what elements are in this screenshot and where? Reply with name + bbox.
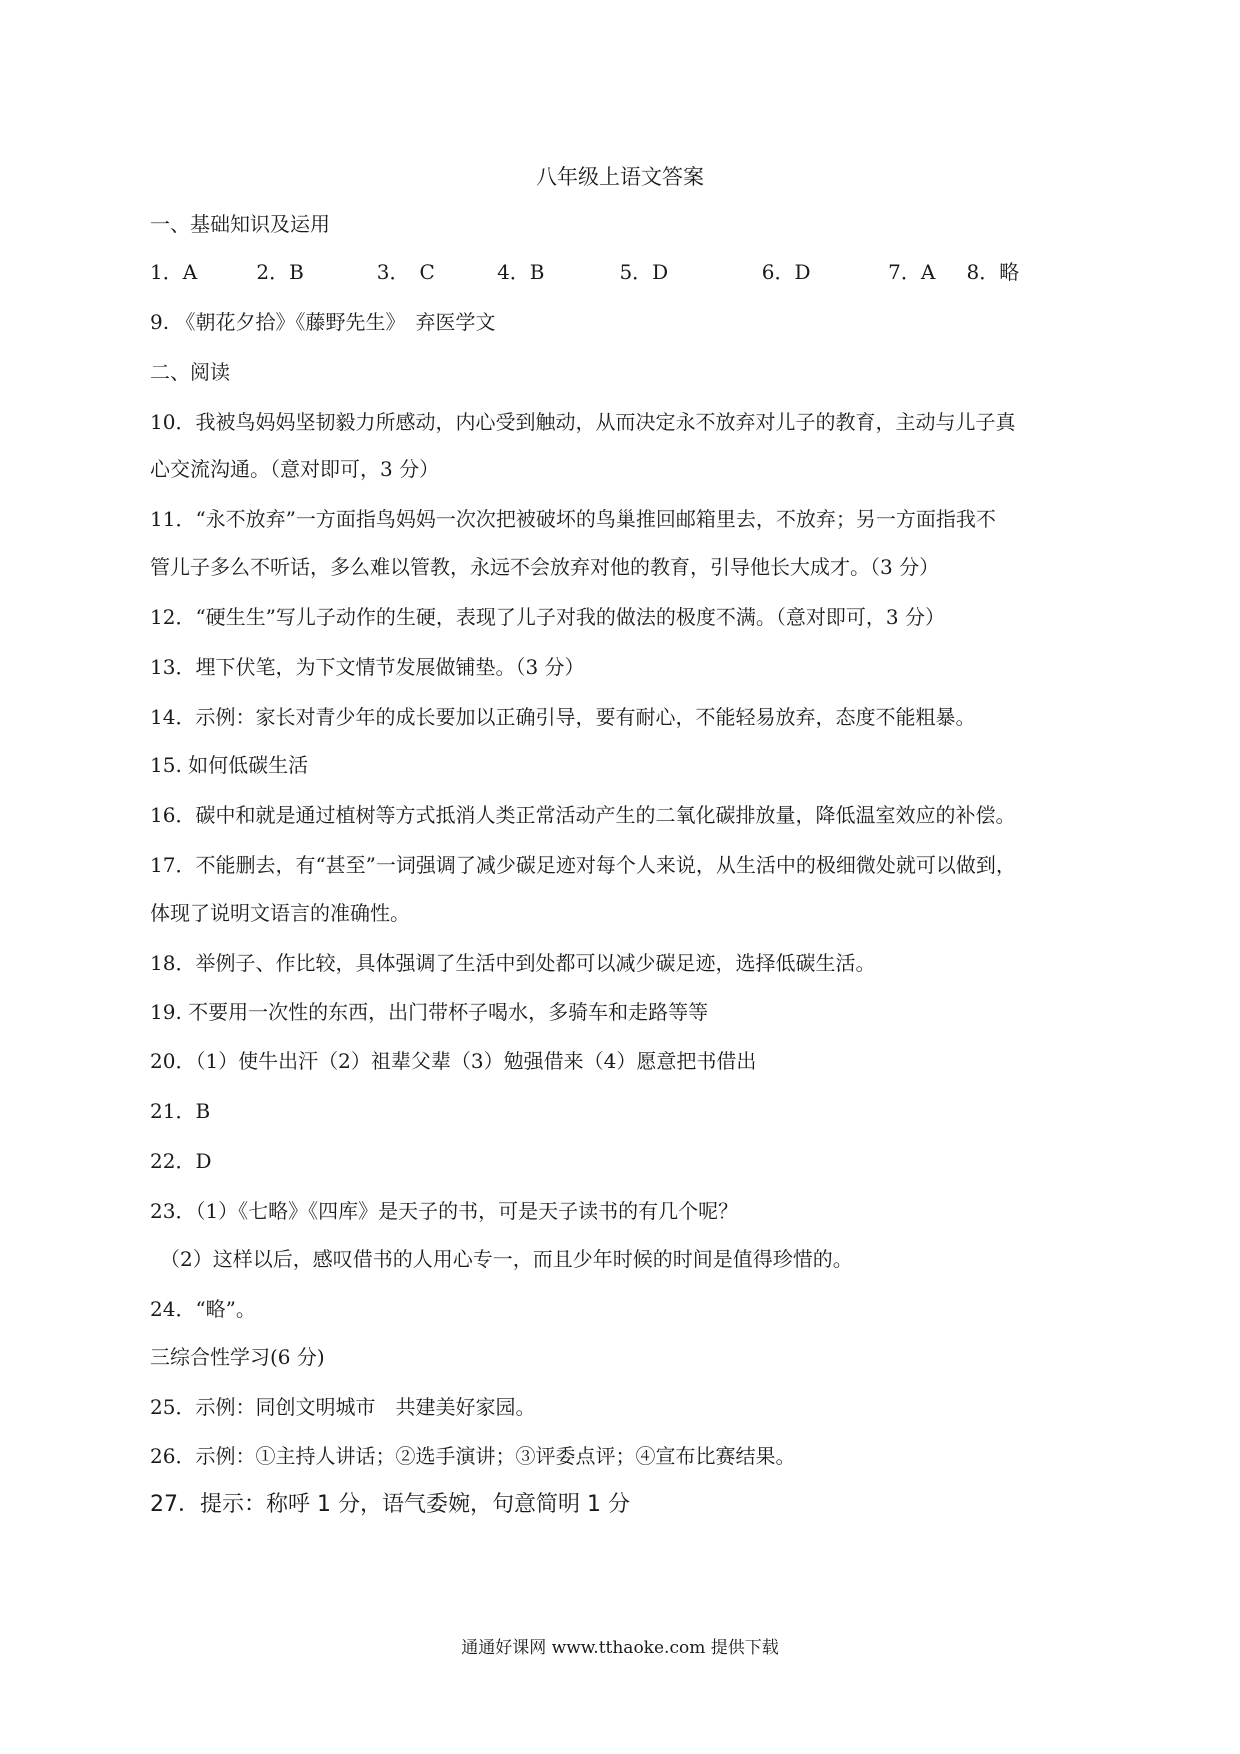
answer-line: 22．D <box>150 1149 212 1173</box>
answer-line: 21．B <box>150 1099 211 1123</box>
answer-line: 体现了说明文语言的准确性。 <box>150 901 410 925</box>
answer-line: 10．我被鸟妈妈坚韧毅力所感动，内心受到触动，从而决定永不放弃对儿子的教育，主动与儿子真 <box>150 410 1016 434</box>
section-3-heading: 三综合性学习(6 分) <box>150 1345 325 1369</box>
answer-8: 8．略 <box>966 260 1020 284</box>
answer-1: 1．A <box>150 260 198 284</box>
answer-line: 18．举例子、作比较，具体强调了生活中到处都可以减少碳足迹，选择低碳生活。 <box>150 951 876 975</box>
answer-7: 7．A <box>888 260 936 284</box>
section-2-heading: 二、阅读 <box>150 360 230 384</box>
answer-line: 24．“略”。 <box>150 1297 256 1321</box>
answer-9: 9. 《朝花夕拾》《藤野先生》 弃医学文 <box>150 310 496 334</box>
answer-line: 心交流沟通。（意对即可，3 分） <box>150 457 440 481</box>
answer-line: 14．示例：家长对青少年的成长要加以正确引导，要有耐心，不能轻易放弃，态度不能粗暴。 <box>150 705 976 729</box>
answer-27: 27．提示：称呼 1 分，语气委婉，句意简明 1 分 <box>150 1492 630 1517</box>
answer-3: 3． C <box>376 260 435 284</box>
answer-line: 12．“硬生生”写儿子动作的生硬，表现了儿子对我的做法的极度不满。（意对即可，3 分） <box>150 605 945 629</box>
answer-line: 11．“永不放弃”一方面指鸟妈妈一次次把被破坏的鸟巢推回邮箱里去，不放弃；另一方面指我不 <box>150 507 996 531</box>
answer-line: 管儿子多么不听话，多么难以管教，永远不会放弃对他的教育，引导他长大成才。（3 分） <box>150 555 940 579</box>
answer-line: 16．碳中和就是通过植树等方式抵消人类正常活动产生的二氧化碳排放量，降低温室效应的补偿。 <box>150 803 1016 827</box>
answer-line: 17．不能删去，有“甚至”一词强调了减少碳足迹对每个人来说，从生活中的极细微处就可以做到， <box>150 853 1016 877</box>
answer-6: 6．D <box>761 260 811 284</box>
mcq-answers <box>150 256 1019 285</box>
footer-download-note: 通通好课网 www.tthaoke.com 提供下载 <box>461 1638 779 1658</box>
answer-2: 2．B <box>256 260 304 284</box>
answer-line: 13．埋下伏笔，为下文情节发展做铺垫。（3 分） <box>150 655 585 679</box>
answer-5: 5．D <box>619 260 669 284</box>
answer-line: 15. 如何低碳生活 <box>150 753 309 777</box>
answer-4: 4．B <box>497 260 545 284</box>
section-1-heading: 一、基础知识及运用 <box>150 212 330 236</box>
answer-line: 25．示例：同创文明城市 共建美好家园。 <box>150 1395 536 1419</box>
answer-line: 23．（1）《七略》《四库》是天子的书，可是天子读书的有几个呢？ <box>150 1199 739 1223</box>
answer-line: 19. 不要用一次性的东西，出门带杯子喝水，多骑车和走路等等 <box>150 1000 709 1024</box>
answer-line: 20．（1）使牛出汗（2）祖辈父辈（3）勉强借来（4）愿意把书借出 <box>150 1049 757 1073</box>
page-title: 八年级上语文答案 <box>536 165 704 189</box>
answer-line: （2）这样以后，感叹借书的人用心专一，而且少年时候的时间是值得珍惜的。 <box>160 1247 853 1271</box>
answer-line: 26．示例：①主持人讲话；②选手演讲；③评委点评；④宣布比赛结果。 <box>150 1444 796 1468</box>
